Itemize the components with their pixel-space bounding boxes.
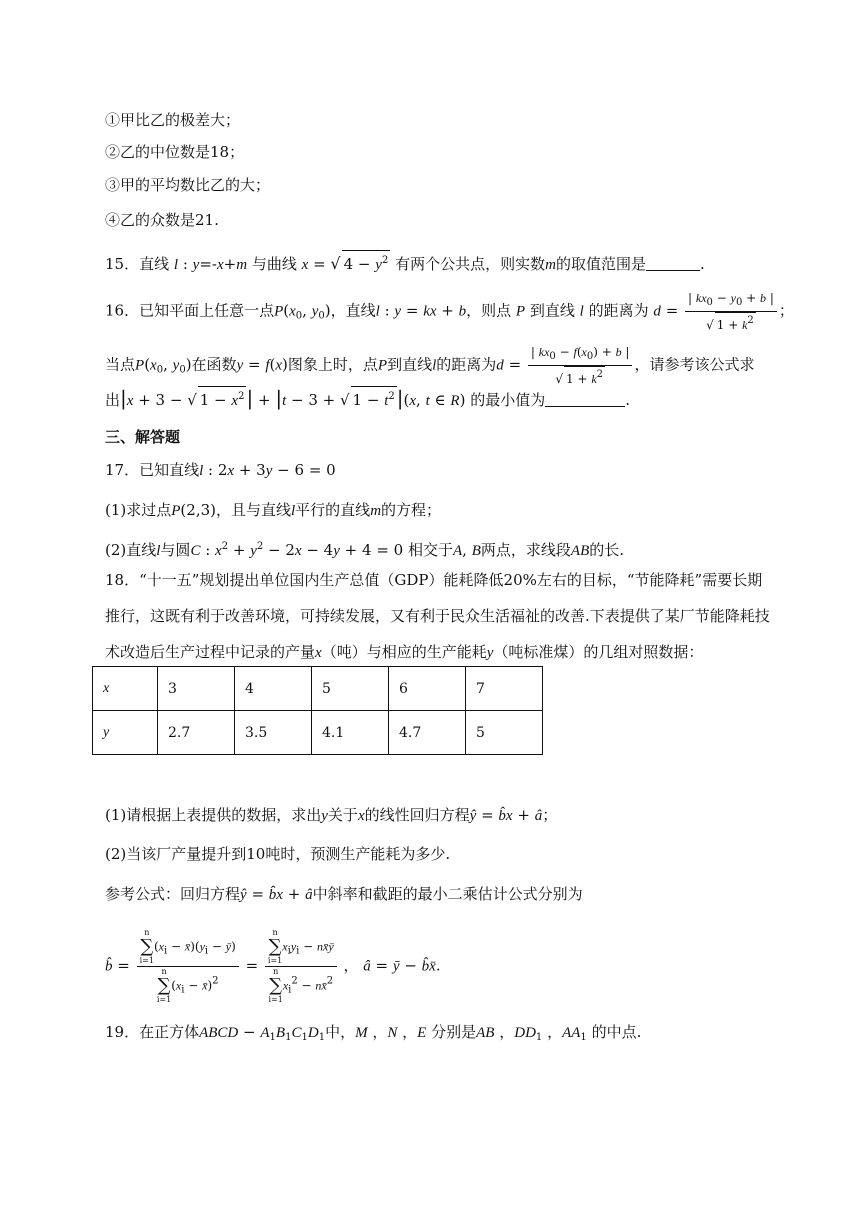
table-cell: 4.1 [312,711,389,755]
section-heading-3: 三、解答题 [105,428,181,446]
table-header-x: x [93,667,158,711]
table-cell: 3 [158,667,235,711]
question-17: 17．已知直线l : 2x + 3y − 6 = 0 [105,461,336,479]
question-17-part-1: (1)求过点P(2,3)，且与直线l平行的直线m的方程； [105,501,442,519]
question-18-reference: 参考公式：回归方程ŷ = b̂x + â中斜率和截距的最小二乘估计公式分别为 [105,885,583,903]
table-cell: 5 [466,711,543,755]
table-row-x [93,667,543,711]
question-18-line-2: 推行，这既有利于改善环境，可持续发展，又有利于民众生活福祉的改善.下表提供了某厂节能降耗技 [105,607,770,625]
question-16-line-1: 16．已知平面上任意一点$P(x_0$, $y_0$)，直线l : y = kx + b，则点 P 到直线 l 的距离为 d = $\frac{| kx_0 - y_0 + b |}{√ 1 + k^2}$ ； [105,291,794,332]
table-cell: 2.7 [158,711,235,755]
question-16-line-2: 当点$P(x_0$, $y_0$)在函数y = f(x)图象上时，点P到直线l的距离为d = $\frac{| kx_0 - f(x_0) + b |}{√ 1 + k^2}$ ，请参考该公式求 [105,345,755,386]
statement-3: ③甲的平均数比乙的大； [105,176,271,194]
question-18-line-3: 术改造后生产过程中记录的产量x（吨）与相应的生产能耗y（吨标准煤）的几组对照数据： [105,643,704,661]
table-cell: 3.5 [235,711,312,755]
table-header-y: y [93,711,158,755]
data-table [92,666,543,755]
table-cell: 5 [312,667,389,711]
table-cell: 7 [466,667,543,711]
statement-4: ④乙的众数是21. [105,211,219,229]
statement-2: ②乙的中位数是18； [105,143,245,161]
statement-1: ①甲比乙的极差大； [105,111,241,129]
question-18-part-2: (2)当该厂产量提升到10吨时，预测生产能耗为多少. [105,845,451,863]
table-cell: 4 [235,667,312,711]
table-cell: 4.7 [389,711,466,755]
table-row-y [93,711,543,755]
question-18-part-1: (1)请根据上表提供的数据，求出y关于x的线性回归方程ŷ = b̂x + â； [105,806,558,824]
least-squares-formula: b̂ = n ∑ i=1 ($x_i$ − $x̄)(y_i$ − ȳ) n ∑ i=1 ($x_i$ − x̄)$^2$ = n ∑ i=1 $x_iy_i$ − nx̄ȳ n ∑ i=1 $x_i^2$ − nx̄$^2$ ， â = ȳ − b̂x̄. [105,928,441,1004]
question-15: 15．直线 l : y=-x+m 与曲线 x = √ $4 - y^2$ 有两个公共点，则实数m的取值范围是 . [105,250,705,275]
question-17-part-2: (2)直线l与圆C : $x^2 + y^2 - 2x - 4y + 4 = 0$ 相交于A, B两点，求线段AB的长. [105,541,625,559]
question-19: 19．在正方体ABCD − $A_1B_1C_1D_1$中，M ，N ，E 分别是AB ，$DD_1$ ，$AA_1$ 的中点. [105,1023,642,1043]
table-cell: 6 [389,667,466,711]
question-16-line-3: 出|x + 3 − √ $1 - x^2$ | + |t − 3 + √ $1 - t^2$ |(x, t ∈ R) 的最小值为 . [105,386,630,410]
question-18-line-1: 18．“十一五”规划提出单位国内生产总值（GDP）能耗降低20%左右的目标，“节能降耗”需要长期 [105,571,763,589]
